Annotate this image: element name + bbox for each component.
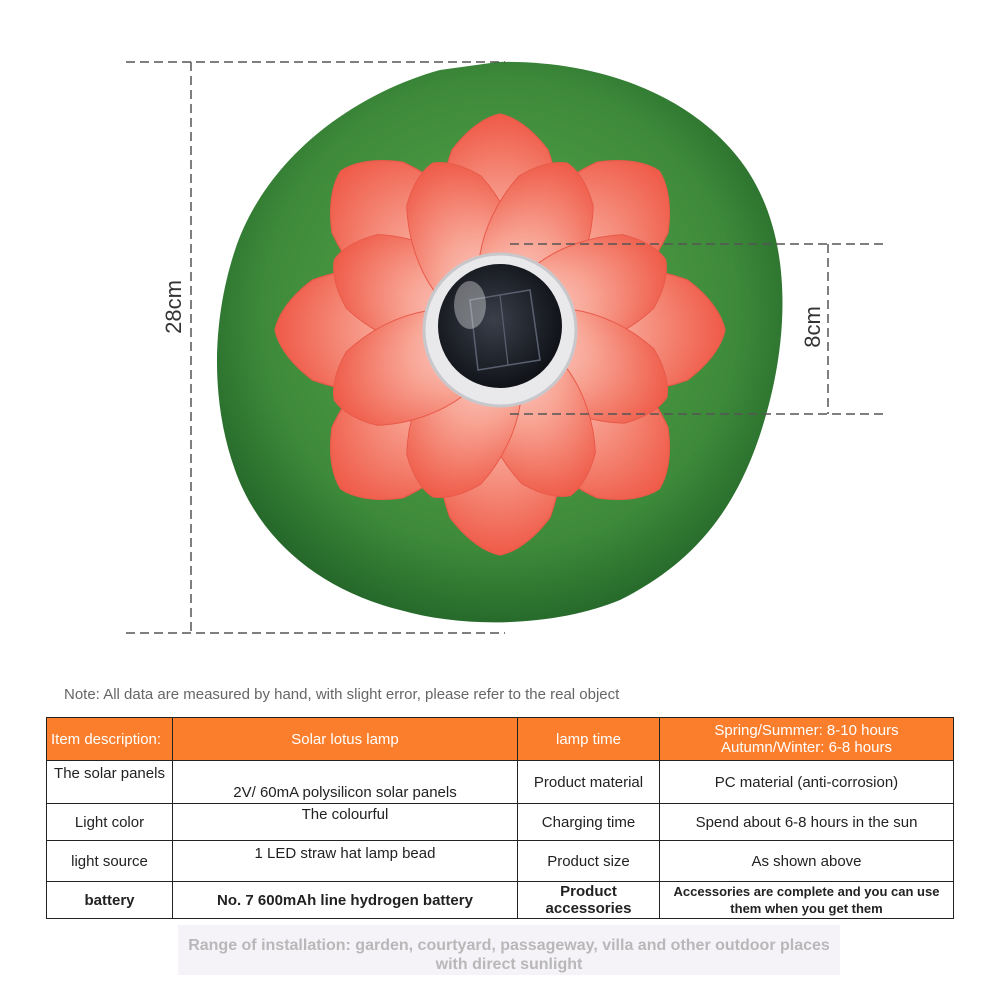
header-product-name: Solar lotus lamp <box>173 718 518 761</box>
row-value: No. 7 600mAh line hydrogen battery <box>173 882 518 919</box>
spec-table <box>46 717 954 919</box>
row-label: The solar panels <box>47 761 173 804</box>
autumn-winter-hours: Autumn/Winter: 6-8 hours <box>721 739 892 756</box>
header-item-description: Item description: <box>47 718 173 761</box>
measurement-note: Note: All data are measured by hand, with slight error, please refer to the real object <box>64 686 620 703</box>
row-label: Product accessories <box>518 882 660 919</box>
row-value: PC material (anti-corrosion) <box>660 761 954 804</box>
table-row <box>47 761 954 804</box>
row-label: light source <box>47 841 173 882</box>
row-value: The colourful <box>173 804 518 841</box>
row-value: 2V/ 60mA polysilicon solar panels <box>173 761 518 804</box>
accessories-line-2: them when you get them <box>730 901 883 916</box>
solar-panel <box>424 254 576 406</box>
table-row <box>47 841 954 882</box>
height-label: 28cm <box>161 280 186 334</box>
row-value <box>660 882 954 919</box>
row-label: Product material <box>518 761 660 804</box>
row-label: Product size <box>518 841 660 882</box>
row-label: battery <box>47 882 173 919</box>
installation-range-line-1: Range of installation: garden, courtyard, passageway, villa and other outdoor places <box>188 937 830 954</box>
row-value: 1 LED straw hat lamp bead <box>173 841 518 882</box>
panel-label: 8cm <box>800 306 825 348</box>
header-lamp-time: lamp time <box>518 718 660 761</box>
table-header-row <box>47 718 954 761</box>
spring-summer-hours: Spring/Summer: 8-10 hours <box>714 722 899 739</box>
header-lamp-time-value <box>660 718 954 761</box>
installation-range-banner <box>178 925 840 975</box>
table-row <box>47 882 954 919</box>
row-label: Charging time <box>518 804 660 841</box>
row-value: As shown above <box>660 841 954 882</box>
table-row <box>47 804 954 841</box>
row-label: Light color <box>47 804 173 841</box>
installation-range-line-2: with direct sunlight <box>435 956 583 973</box>
accessories-line-1: Accessories are complete and you can use <box>673 884 940 899</box>
row-value: Spend about 6-8 hours in the sun <box>660 804 954 841</box>
